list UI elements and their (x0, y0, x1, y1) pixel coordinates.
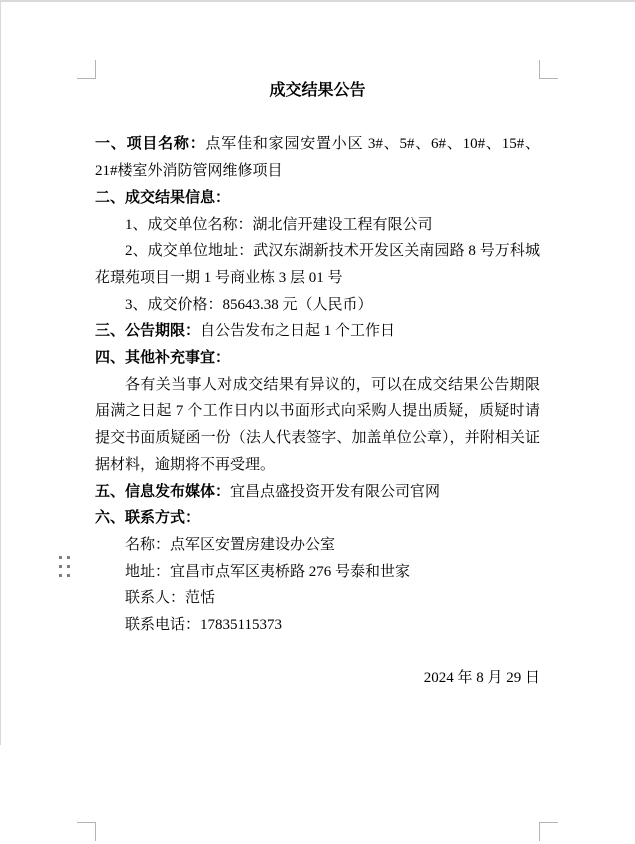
announcement-period-paragraph (95, 318, 540, 345)
window-edge-top (0, 0, 635, 2)
result-info-label: 二、成交结果信息： (95, 188, 231, 206)
crop-mark-bottom-right (539, 822, 558, 841)
supplementary-label: 四、其他补充事宜： (95, 349, 231, 367)
contact-name-item: 名称：点军区安置房建设办公室 (125, 536, 336, 553)
project-name-label: 一、项目名称： (95, 135, 206, 153)
objection-paragraph: 各有关当事人对成交结果有异议的，可以在成交结果公告期限届满之日起 7 个工作日内以书面形式向采购人提出质疑，质疑时请提交书面质疑函一份（法人代表签字、加盖单位公章），并附相关证据材料，逾期将不再受理。 (95, 376, 540, 473)
supplementary-heading (95, 345, 540, 372)
publish-media-text: 宜昌点盛投资开发有限公司官网 (230, 483, 441, 500)
contact-address-item: 地址：宜昌市点军区夷桥路 276 号泰和世家 (125, 563, 411, 580)
announcement-date: 2024 年 8 月 29 日 (423, 670, 540, 687)
crop-mark-top-left (77, 60, 96, 79)
drag-handle-icon[interactable] (59, 556, 70, 577)
winner-name-item: 1、成交单位名称：湖北信开建设工程有限公司 (125, 216, 433, 233)
announcement-period-text: 自公告发布之日起 1 个工作日 (200, 323, 396, 340)
crop-mark-bottom-left (77, 822, 96, 841)
window-edge-left (0, 0, 1, 745)
publish-media-paragraph (95, 479, 540, 506)
publish-media-label: 五、信息发布媒体： (95, 482, 231, 500)
deal-price-item: 3、成交价格：85643.38 元（人民币） (125, 296, 373, 313)
document-content (95, 78, 540, 692)
result-info-heading (95, 185, 540, 212)
project-name-paragraph (95, 131, 540, 184)
contact-label: 六、联系方式： (95, 509, 201, 527)
announcement-period-label: 三、公告期限： (95, 322, 201, 340)
contact-phone-item: 联系电话：17835115373 (125, 617, 282, 634)
winner-address-item: 2、成交单位地址：武汉东湖新技术开发区关南园路 8 号万科城花璟苑项目一期 1 号商业栋 3 层 01 号 (95, 243, 540, 286)
contact-person-item: 联系人：范恬 (125, 590, 216, 607)
crop-mark-top-right (539, 60, 558, 79)
project-name-text: 点军佳和家园安置小区 3#、5#、6#、10#、15#、21#楼室外消防管网维修项目 (95, 136, 540, 180)
page-title: 成交结果公告 (269, 82, 366, 99)
contact-heading (95, 505, 540, 532)
